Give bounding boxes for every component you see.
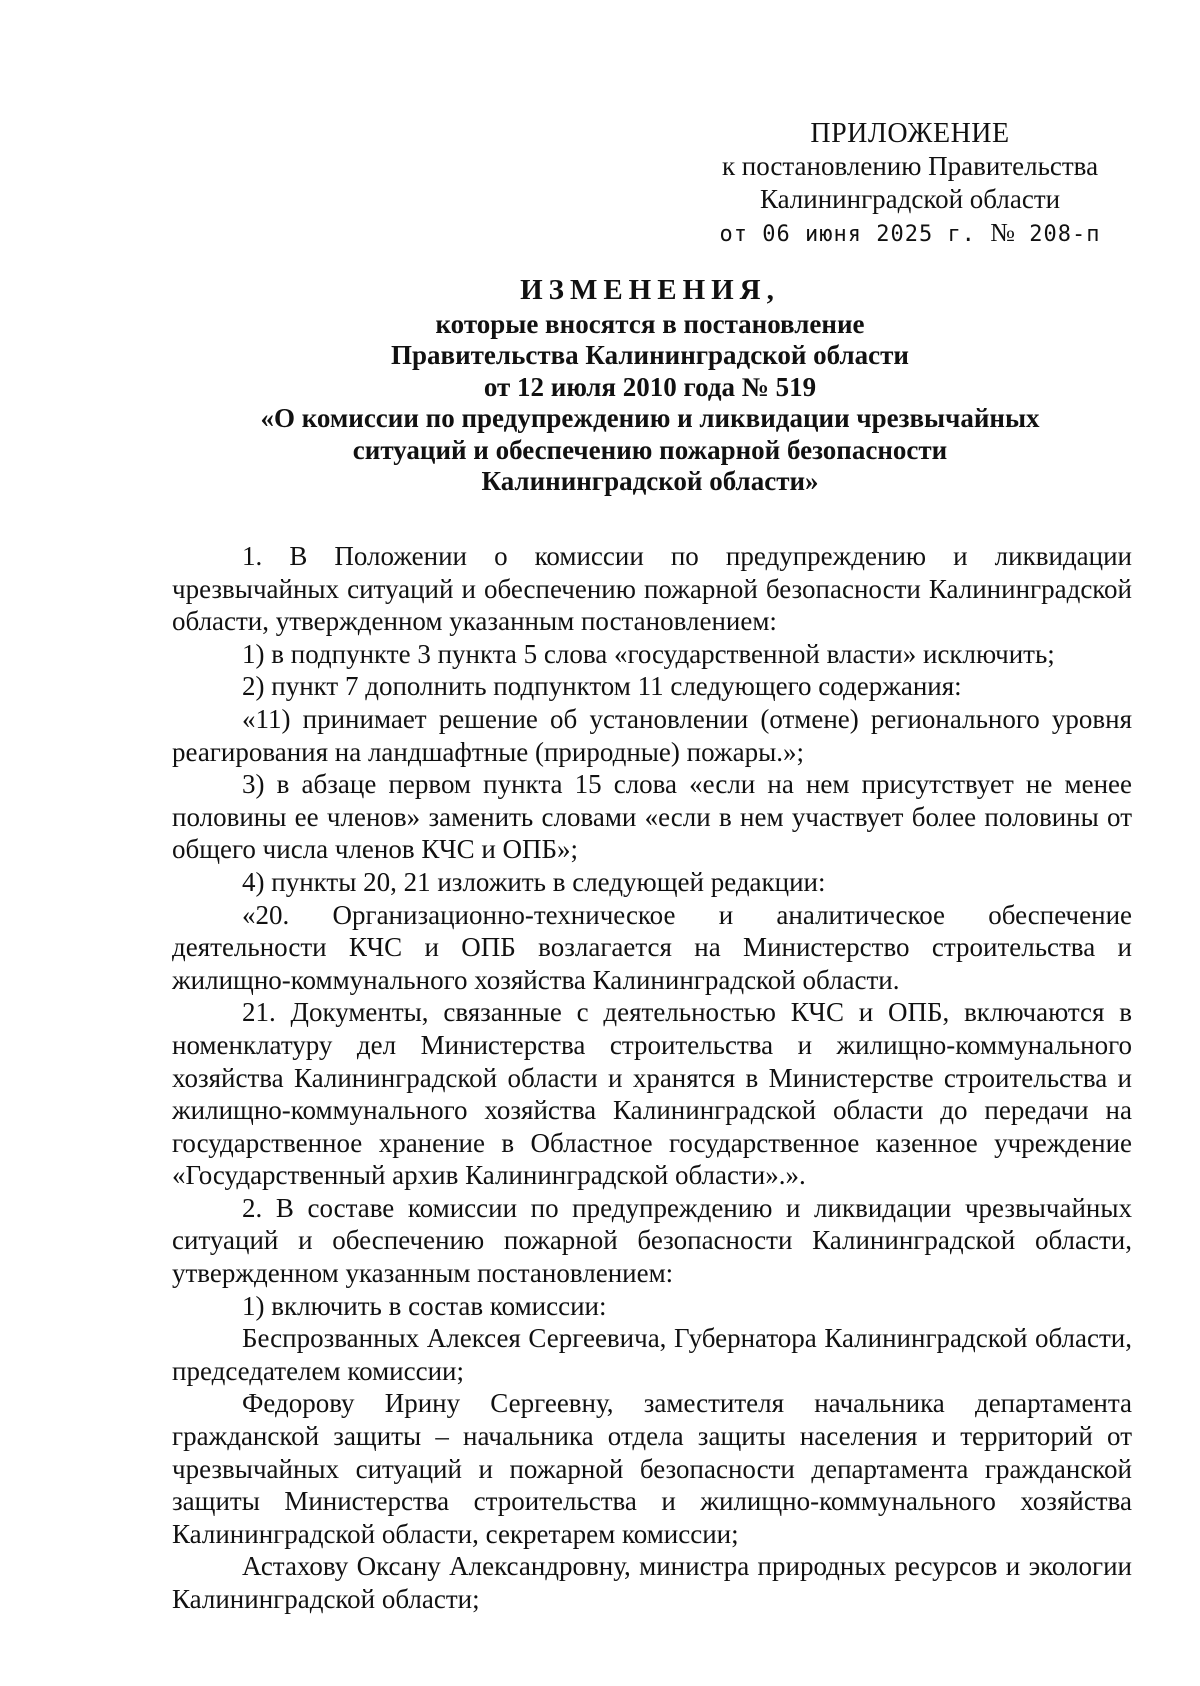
paragraph-subitem-1: 1) в подпункте 3 пункта 5 слова «государственной власти» исключить; bbox=[242, 638, 1055, 669]
paragraph-quote-21: 21. Документы, связанные с деятельностью КЧС и ОПБ, включаются в номенклатуру дел Министерства строительства и жилищно-коммунального хозяйства Калининградской области и хранятся в Министерстве строительства и жилищно-коммунального хозяйства Калининградской области до передачи на государственное хранение в Областное государственное казенное учреждение «Государственный архив Калининградской области».». bbox=[172, 997, 1132, 1191]
paragraph-member-2: Федорову Ирину Сергеевну, заместителя начальника департамента гражданской защиты – начальника отдела защиты населения и территорий от чрезвычайных ситуаций и пожарной безопасности департамента гражданской защиты Министерства строительства и жилищно-коммунального хозяйства Калининградской области, секретарем комиссии; bbox=[172, 1388, 1132, 1549]
appendix-block bbox=[690, 117, 1130, 251]
paragraph-member-1: Беспрозванных Алексея Сергеевича, Губернатора Калининградской области, председателем комиссии; bbox=[172, 1323, 1132, 1386]
heading-line-3: от 12 июля 2010 года № 519 bbox=[483, 371, 817, 402]
paragraph-subitem-2: 2) пункт 7 дополнить подпунктом 11 следующего содержания: bbox=[242, 671, 962, 702]
heading-title: ИЗМЕНЕНИЯ, bbox=[520, 274, 780, 306]
appendix-line-1: к постановлению Правительства bbox=[721, 151, 1099, 181]
heading-line-2: Правительства Калининградской области bbox=[391, 340, 909, 370]
appendix-date-line bbox=[690, 216, 1130, 251]
heading-line-5: ситуаций и обеспечению пожарной безопасности bbox=[352, 434, 948, 465]
paragraph-quote-11: «11) принимает решение об установлении (отмене) регионального уровня реагирования на ландшафтные (природные) пожары.»; bbox=[172, 703, 1132, 767]
heading-line-4: «О комиссии по предупреждению и ликвидации чрезвычайных bbox=[260, 403, 1040, 433]
document-body bbox=[172, 540, 1132, 1616]
paragraph-subitem-3: 3) в абзаце первом пункта 15 слова «если на нем присутствует не менее половины ее членов» заменить словами «если в нем участвует более половины от общего числа членов КЧС и ОПБ»; bbox=[172, 769, 1132, 865]
paragraph-item-1: 1. В Положении о комиссии по предупреждению и ликвидации чрезвычайных ситуаций и обеспечению пожарной безопасности Калининградской области, утвержденном указанным постановлением: bbox=[172, 541, 1132, 637]
heading-line-6: Калининградской области» bbox=[481, 466, 819, 496]
paragraph-quote-20: «20. Организационно-техническое и аналитическое обеспечение деятельности КЧС и ОПБ возлагается на Министерство строительства и жилищно-коммунального хозяйства Калининградской области. bbox=[172, 899, 1132, 995]
paragraph-member-3: Астахову Оксану Александровну, министра природных ресурсов и экологии Калининградской области; bbox=[172, 1551, 1132, 1614]
appendix-line-2: Калининградской области bbox=[759, 184, 1061, 214]
appendix-number-sign: № bbox=[990, 218, 1015, 247]
paragraph-subitem-4: 4) пункты 20, 21 изложить в следующей редакции: bbox=[242, 866, 826, 897]
paragraph-include-members: 1) включить в состав комиссии: bbox=[242, 1290, 607, 1321]
document-heading bbox=[170, 275, 1130, 498]
heading-line-1: которые вносятся в постановление bbox=[435, 308, 865, 339]
appendix-date: от 06 июня 2025 г. bbox=[719, 222, 976, 247]
appendix-title: ПРИЛОЖЕНИЕ bbox=[810, 118, 1010, 149]
appendix-number: 208-п bbox=[1029, 222, 1101, 247]
paragraph-item-2: 2. В составе комиссии по предупреждению и ликвидации чрезвычайных ситуаций и обеспечению пожарной безопасности Калининградской области, утвержденном указанным постановлением: bbox=[172, 1192, 1132, 1289]
